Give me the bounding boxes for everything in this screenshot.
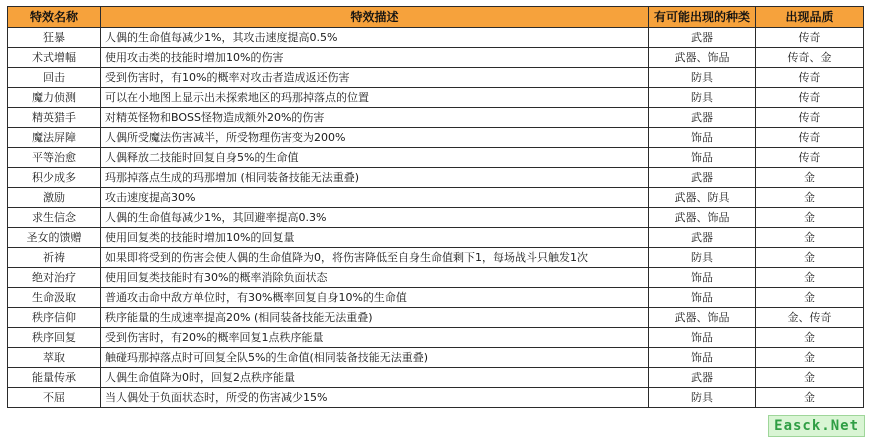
- effects-table: [7, 6, 864, 408]
- cell-effect-name: 求生信念: [8, 208, 101, 228]
- cell-effect-name: 术式增幅: [8, 48, 101, 68]
- cell-item-type: 武器、饰品: [649, 208, 756, 228]
- cell-effect-desc: 对精英怪物和BOSS怪物造成额外20%的伤害: [101, 108, 649, 128]
- cell-effect-name: 平等治愈: [8, 148, 101, 168]
- cell-effect-name: 秩序回复: [8, 328, 101, 348]
- cell-item-type: 武器: [649, 108, 756, 128]
- table-row: [8, 388, 864, 408]
- cell-item-type: 饰品: [649, 348, 756, 368]
- cell-effect-name: 积少成多: [8, 168, 101, 188]
- cell-quality: 金: [756, 388, 864, 408]
- table-row: [8, 68, 864, 88]
- cell-quality: 传奇: [756, 148, 864, 168]
- cell-item-type: 防具: [649, 248, 756, 268]
- cell-item-type: 饰品: [649, 288, 756, 308]
- cell-effect-name: 萃取: [8, 348, 101, 368]
- cell-effect-desc: 人偶释放二技能时回复自身5%的生命值: [101, 148, 649, 168]
- cell-quality: 传奇: [756, 28, 864, 48]
- cell-effect-desc: 玛那掉落点生成的玛那增加 (相同装备技能无法重叠): [101, 168, 649, 188]
- table-body: [8, 28, 864, 408]
- cell-effect-desc: 如果即将受到的伤害会使人偶的生命值降为0，将伤害降低至自身生命值剩下1，每场战斗只触发1次: [101, 248, 649, 268]
- cell-quality: 金: [756, 208, 864, 228]
- table-row: [8, 88, 864, 108]
- table-row: [8, 108, 864, 128]
- table-row: [8, 288, 864, 308]
- cell-effect-name: 绝对治疗: [8, 268, 101, 288]
- cell-quality: 金: [756, 168, 864, 188]
- cell-quality: 金: [756, 288, 864, 308]
- cell-effect-desc: 人偶的生命值每减少1%，其回避率提高0.3%: [101, 208, 649, 228]
- cell-quality: 金: [756, 348, 864, 368]
- table-row: [8, 128, 864, 148]
- cell-effect-desc: 人偶生命值降为0时，回复2点秩序能量: [101, 368, 649, 388]
- cell-effect-name: 圣女的馈赠: [8, 228, 101, 248]
- table-row: [8, 348, 864, 368]
- cell-effect-desc: 使用攻击类的技能时增加10%的伤害: [101, 48, 649, 68]
- cell-effect-desc: 可以在小地图上显示出未探索地区的玛那掉落点的位置: [101, 88, 649, 108]
- header-row: [8, 7, 864, 28]
- cell-item-type: 饰品: [649, 328, 756, 348]
- cell-quality: 传奇、金: [756, 48, 864, 68]
- table-row: [8, 168, 864, 188]
- header-effect-name: 特效名称: [8, 7, 101, 28]
- table-row: [8, 28, 864, 48]
- cell-effect-name: 狂暴: [8, 28, 101, 48]
- cell-effect-desc: 使用回复类技能时有30%的概率消除负面状态: [101, 268, 649, 288]
- cell-quality: 金: [756, 188, 864, 208]
- table-row: [8, 228, 864, 248]
- table-row: [8, 188, 864, 208]
- cell-effect-name: 回击: [8, 68, 101, 88]
- cell-quality: 金: [756, 228, 864, 248]
- cell-item-type: 饰品: [649, 268, 756, 288]
- table-header: [8, 7, 864, 28]
- cell-quality: 传奇: [756, 108, 864, 128]
- cell-effect-desc: 普通攻击命中敌方单位时，有30%概率回复自身10%的生命值: [101, 288, 649, 308]
- table-row: [8, 248, 864, 268]
- cell-item-type: 饰品: [649, 128, 756, 148]
- cell-item-type: 防具: [649, 388, 756, 408]
- cell-effect-desc: 触碰玛那掉落点时可回复全队5%的生命值(相同装备技能无法重叠): [101, 348, 649, 368]
- cell-item-type: 防具: [649, 68, 756, 88]
- cell-item-type: 武器: [649, 28, 756, 48]
- cell-effect-name: 激励: [8, 188, 101, 208]
- cell-effect-desc: 受到伤害时，有10%的概率对攻击者造成返还伤害: [101, 68, 649, 88]
- table-row: [8, 48, 864, 68]
- cell-quality: 金: [756, 268, 864, 288]
- cell-effect-name: 精英猎手: [8, 108, 101, 128]
- site-watermark: Easck.Net: [768, 415, 865, 437]
- cell-item-type: 武器: [649, 168, 756, 188]
- cell-effect-name: 生命汲取: [8, 288, 101, 308]
- cell-quality: 金、传奇: [756, 308, 864, 328]
- cell-effect-desc: 人偶所受魔法伤害减半，所受物理伤害变为200%: [101, 128, 649, 148]
- cell-item-type: 饰品: [649, 148, 756, 168]
- table-row: [8, 148, 864, 168]
- cell-effect-desc: 使用回复类的技能时增加10%的回复量: [101, 228, 649, 248]
- header-quality: 出现品质: [756, 7, 864, 28]
- cell-effect-desc: 受到伤害时，有20%的概率回复1点秩序能量: [101, 328, 649, 348]
- cell-quality: 传奇: [756, 128, 864, 148]
- cell-item-type: 防具: [649, 88, 756, 108]
- cell-effect-desc: 攻击速度提高30%: [101, 188, 649, 208]
- cell-quality: 金: [756, 328, 864, 348]
- cell-item-type: 武器: [649, 368, 756, 388]
- table-row: [8, 268, 864, 288]
- table-row: [8, 208, 864, 228]
- cell-item-type: 武器、饰品: [649, 308, 756, 328]
- cell-effect-desc: 人偶的生命值每减少1%，其攻击速度提高0.5%: [101, 28, 649, 48]
- table-row: [8, 368, 864, 388]
- cell-effect-name: 祈祷: [8, 248, 101, 268]
- cell-quality: 金: [756, 248, 864, 268]
- cell-quality: 传奇: [756, 68, 864, 88]
- cell-effect-name: 能量传承: [8, 368, 101, 388]
- cell-effect-name: 秩序信仰: [8, 308, 101, 328]
- cell-quality: 金: [756, 368, 864, 388]
- header-effect-desc: 特效描述: [101, 7, 649, 28]
- table-row: [8, 308, 864, 328]
- cell-item-type: 武器、饰品: [649, 48, 756, 68]
- cell-effect-name: 魔力侦测: [8, 88, 101, 108]
- cell-effect-name: 魔法屏障: [8, 128, 101, 148]
- cell-item-type: 武器: [649, 228, 756, 248]
- cell-item-type: 武器、防具: [649, 188, 756, 208]
- cell-effect-desc: 秩序能量的生成速率提高20% (相同装备技能无法重叠): [101, 308, 649, 328]
- cell-effect-desc: 当人偶处于负面状态时，所受的伤害减少15%: [101, 388, 649, 408]
- table-row: [8, 328, 864, 348]
- cell-effect-name: 不屈: [8, 388, 101, 408]
- cell-quality: 传奇: [756, 88, 864, 108]
- header-item-type: 有可能出现的种类: [649, 7, 756, 28]
